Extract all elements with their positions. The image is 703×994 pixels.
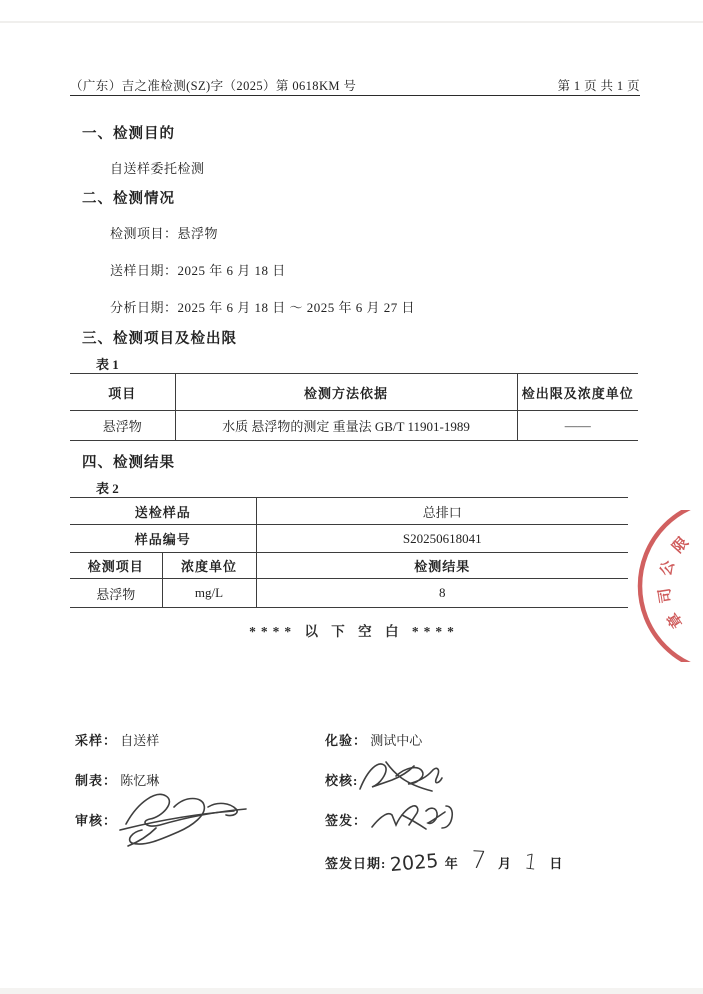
lab-label: 化验： [325, 733, 368, 748]
t2-cell-item: 悬浮物 [70, 579, 162, 608]
review-line [75, 810, 117, 829]
check-signature [352, 753, 444, 801]
table-row [70, 374, 638, 411]
lab-line [325, 730, 422, 749]
section1-title: 一、检测目的 [82, 126, 175, 142]
tabulation-value: 陈忆琳 [120, 773, 160, 788]
scan-artifact-bottom [0, 988, 703, 994]
sample-date-line: 送样日期：2025 年 6 月 18 日 [110, 263, 286, 278]
t2-cell-unit: mg/L [162, 579, 256, 608]
t1-cell-item: 悬浮物 [70, 411, 175, 441]
section4-title: 四、检测结果 [82, 455, 175, 471]
month-unit: 月 [498, 856, 513, 871]
t2-cell-result: 8 [256, 579, 628, 608]
table-row [70, 525, 628, 553]
issue-label: 签发： [325, 813, 368, 828]
page-count: 第 1 页 共 1 页 [557, 79, 640, 93]
result-table [70, 497, 628, 608]
test-item-line: 检测项目：悬浮物 [110, 226, 219, 241]
section2-title: 二、检测情况 [82, 191, 175, 207]
sampling-line [75, 730, 159, 749]
issue-date-label: 签发日期: [325, 856, 387, 871]
company-seal-stamp [618, 510, 703, 662]
year-unit: 年 [444, 856, 459, 871]
sampling-label: 采样： [75, 733, 118, 748]
t2-code-label: 样品编号 [70, 525, 256, 553]
lab-value: 测试中心 [370, 733, 423, 748]
header-rule [70, 95, 640, 96]
table-row [70, 411, 638, 441]
section1-body: 自送样委托检测 [110, 161, 205, 176]
handwritten-year: 2025 [389, 849, 440, 877]
t1-header-limit: 检出限及浓度单位 [517, 374, 638, 411]
issue-line [325, 810, 367, 829]
scan-artifact-top [0, 21, 703, 23]
table2-caption: 表 2 [96, 481, 119, 496]
check-label: 校核: [325, 773, 359, 788]
table-row [70, 498, 628, 525]
detection-limit-table [70, 373, 638, 441]
seal-char: 公 [658, 558, 678, 578]
page-header [70, 76, 640, 94]
table1-caption: 表 1 [96, 357, 119, 372]
t1-cell-limit: —— [517, 411, 638, 441]
t2-sample-value: 总排口 [256, 498, 628, 525]
t1-header-item: 项目 [70, 374, 175, 411]
table-row [70, 553, 628, 579]
issue-date-line [325, 845, 564, 877]
t2-header-result: 检测结果 [256, 553, 628, 579]
issue-signature [366, 799, 456, 837]
review-signature [112, 786, 257, 848]
doc-number: （广东）吉之准检测(SZ)字（2025）第 0618KM 号 [70, 79, 357, 93]
t2-code-value: S20250618041 [256, 525, 628, 553]
seal-char: 章 [665, 609, 687, 631]
day-unit: 日 [549, 856, 564, 871]
t2-header-item: 检测项目 [70, 553, 162, 579]
t2-sample-label: 送检样品 [70, 498, 256, 525]
seal-char: 司 [657, 586, 676, 605]
t2-header-unit: 浓度单位 [162, 553, 256, 579]
sampling-value: 自送样 [120, 733, 160, 748]
t1-header-method: 检测方法依据 [175, 374, 517, 411]
review-label: 审核： [75, 813, 118, 828]
below-blank-marker: **** 以 下 空 白 **** [249, 624, 459, 639]
handwritten-month: 7 [469, 845, 487, 875]
tabulation-label: 制表： [75, 773, 118, 788]
table-row [70, 579, 628, 608]
section3-title: 三、检测项目及检出限 [82, 331, 237, 347]
t1-cell-method: 水质 悬浮物的测定 重量法 GB/T 11901-1989 [175, 411, 517, 441]
handwritten-day: 1 [522, 849, 539, 875]
seal-char: 限 [670, 534, 692, 557]
analysis-date-line: 分析日期：2025 年 6 月 18 日 ～ 2025 年 6 月 27 日 [110, 300, 416, 315]
